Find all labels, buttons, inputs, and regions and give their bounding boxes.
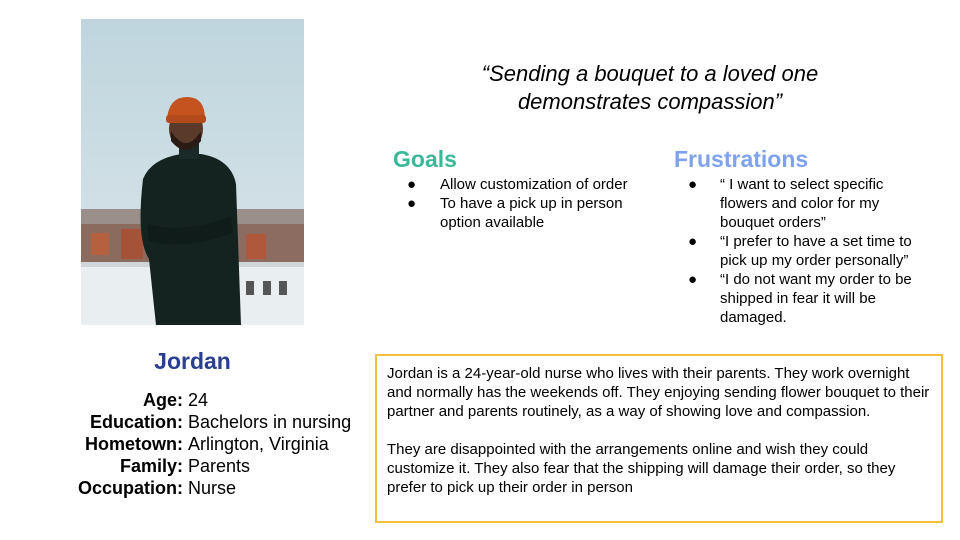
detail-value: Parents (188, 456, 251, 476)
bullet-icon: ● (407, 195, 417, 212)
list-item (674, 175, 920, 232)
detail-education (40, 411, 351, 433)
frustration-text: “ I want to select specific flowers and color for my bouquet orders” (720, 176, 884, 231)
detail-label: Hometown: (85, 434, 183, 454)
detail-label: Occupation: (77, 478, 183, 498)
bio-paragraph: They are disappointed with the arrangements online and wish they could customize it. They also fear that the shipping will damage their order, so they prefer to pick up their order in person (387, 441, 896, 496)
list-item (393, 194, 634, 232)
detail-value: Bachelors in nursing (188, 412, 352, 432)
goals-list (393, 175, 653, 232)
detail-label: Education: (90, 412, 183, 432)
persona-name: Jordan (154, 348, 231, 374)
detail-value: 24 (188, 390, 209, 410)
bullet-icon: ● (688, 176, 698, 193)
goals-section (393, 145, 653, 232)
frustrations-list (674, 175, 934, 327)
detail-label: Age: (143, 390, 183, 410)
bullet-icon: ● (688, 271, 698, 288)
detail-occupation (40, 477, 351, 499)
persona-photo (81, 19, 304, 325)
frustration-text: “I do not want my order to be shipped in fear it will be damaged. (720, 271, 912, 326)
detail-hometown (40, 433, 351, 455)
persona-details (40, 389, 351, 499)
detail-label: Family: (119, 456, 183, 476)
goal-text: Allow customization of order (440, 176, 628, 193)
bio-box (375, 354, 943, 523)
bullet-icon: ● (688, 233, 698, 250)
frustrations-title: Frustrations (674, 146, 809, 172)
goal-text: To have a pick up in person option available (440, 195, 623, 231)
portrait-photo-icon (81, 19, 304, 325)
persona-quote: “Sending a bouquet to a loved one demonstrates compassion” (481, 61, 819, 114)
detail-family (40, 455, 351, 477)
detail-value: Arlington, Virginia (188, 434, 329, 454)
frustration-text: “I prefer to have a set time to pick up my order personally” (720, 233, 912, 269)
list-item (393, 175, 634, 194)
frustrations-section (674, 145, 934, 327)
detail-age (40, 389, 351, 411)
list-item (674, 270, 920, 327)
bio-paragraph: Jordan is a 24-year-old nurse who lives with their parents. They work overnight and normally has the weekends off. They enjoying sending flower bouquet to their partner and parents routinely, as a way of showing love and compassion. (387, 365, 930, 420)
bullet-icon: ● (407, 176, 417, 193)
goals-title: Goals (393, 146, 457, 172)
detail-value: Nurse (188, 478, 237, 498)
list-item (674, 232, 920, 270)
